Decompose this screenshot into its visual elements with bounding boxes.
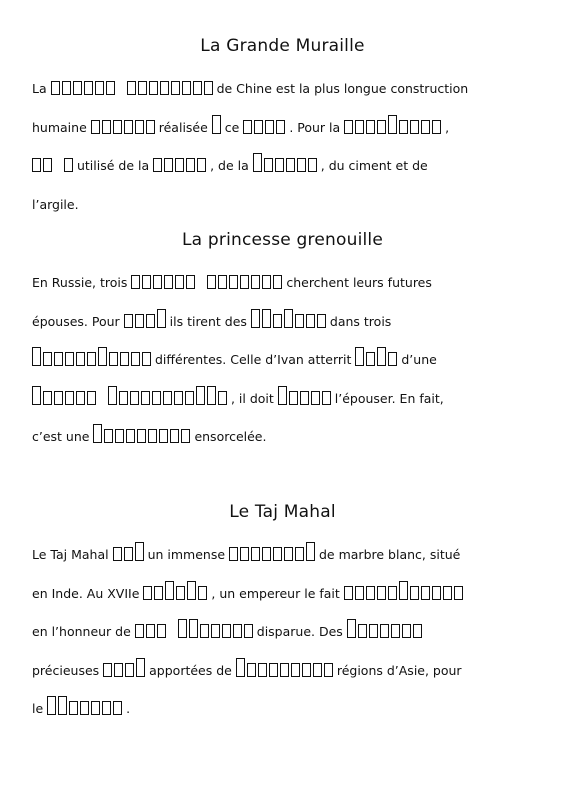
text-line (32, 380, 535, 419)
text-line (32, 303, 535, 342)
text-run: . Pour la (289, 119, 341, 135)
missing-glyph-boxes (347, 624, 422, 638)
missing-glyph-boxes (64, 158, 73, 172)
missing-glyph-boxes (243, 120, 285, 134)
text-run: un immense (147, 547, 226, 562)
text-line (32, 613, 535, 652)
section-title: La Grande Muraille (200, 36, 365, 56)
text-run: l’épouser. En fait, (334, 390, 444, 406)
text-line (32, 575, 535, 614)
text-run: réalisée (158, 119, 208, 135)
missing-glyph-boxes (113, 547, 144, 561)
section-title: Le Taj Mahal (229, 502, 336, 522)
missing-glyph-boxes (236, 663, 333, 677)
text-run: d’une (401, 352, 437, 367)
section-taj-mahal (0, 502, 565, 729)
text-run: , un empereur le fait (211, 585, 340, 601)
missing-glyph-boxes (207, 275, 282, 289)
text-line (32, 652, 535, 691)
text-run: La (32, 81, 47, 96)
text-line (32, 690, 535, 729)
text-run: en Inde. Au XVIIe (32, 585, 140, 601)
text-run: apportées de (149, 662, 232, 678)
missing-glyph-boxes (143, 586, 207, 600)
text-run: c’est une (32, 429, 90, 444)
text-line (32, 418, 535, 457)
text-run: disparue. Des (256, 624, 343, 639)
missing-glyph-boxes (212, 120, 221, 134)
text-line (32, 186, 535, 225)
missing-glyph-boxes (93, 429, 190, 443)
text-line (32, 147, 535, 186)
missing-glyph-boxes (32, 391, 96, 405)
missing-glyph-boxes (178, 624, 253, 638)
missing-glyph-boxes (355, 352, 397, 366)
text-run: ils tirent des (169, 313, 247, 329)
text-run: en l’honneur de (32, 624, 131, 639)
text-run: cherchent leurs futures (286, 275, 432, 290)
missing-glyph-boxes (91, 120, 155, 134)
missing-glyph-boxes (103, 663, 145, 677)
text-line (32, 536, 535, 575)
text-run: Le Taj Mahal (32, 547, 109, 562)
missing-glyph-boxes (153, 158, 206, 172)
text-line (32, 264, 535, 303)
missing-glyph-boxes (32, 158, 52, 172)
missing-glyph-boxes (127, 81, 213, 95)
section-paragraph (0, 264, 565, 457)
section-title: La princesse grenouille (182, 230, 383, 250)
text-run: utilisé de la (76, 158, 150, 173)
text-run: dans trois (329, 313, 392, 329)
text-run: différentes. Celle d’Ivan atterrit (154, 352, 352, 367)
text-line (32, 70, 535, 109)
section-princesse-grenouille (0, 230, 565, 457)
missing-glyph-boxes (229, 547, 315, 561)
text-run: , (445, 119, 450, 135)
text-run: En Russie, trois (32, 275, 128, 290)
text-run: , il doit (230, 390, 274, 406)
missing-glyph-boxes (278, 391, 331, 405)
missing-glyph-boxes (108, 391, 227, 405)
missing-glyph-boxes (32, 352, 151, 366)
missing-glyph-boxes (47, 701, 122, 715)
text-line (32, 341, 535, 380)
text-run: de Chine est la plus longue construction (216, 81, 469, 96)
text-run: de marbre blanc, situé (319, 547, 461, 562)
missing-glyph-boxes (124, 314, 166, 328)
section-grande-muraille (0, 36, 565, 224)
missing-glyph-boxes (253, 158, 317, 172)
text-run: régions d’Asie, pour (336, 662, 462, 678)
text-run: , du ciment et de (320, 158, 428, 173)
text-run: humaine (32, 119, 87, 135)
text-run: . (126, 701, 131, 716)
missing-glyph-boxes (51, 81, 115, 95)
missing-glyph-boxes (344, 120, 441, 134)
missing-glyph-boxes (344, 586, 463, 600)
text-run: le (32, 701, 44, 716)
missing-glyph-boxes (131, 275, 195, 289)
section-paragraph (0, 536, 565, 729)
text-run: l’argile. (32, 196, 79, 212)
text-line (32, 109, 535, 148)
section-paragraph (0, 70, 565, 224)
missing-glyph-boxes (135, 624, 166, 638)
text-run: , de la (210, 158, 249, 173)
text-run: ce (224, 119, 240, 135)
missing-glyph-boxes (251, 314, 326, 328)
text-run: précieuses (32, 662, 100, 678)
text-run: épouses. Pour (32, 313, 120, 329)
text-run: ensorcelée. (194, 429, 267, 444)
